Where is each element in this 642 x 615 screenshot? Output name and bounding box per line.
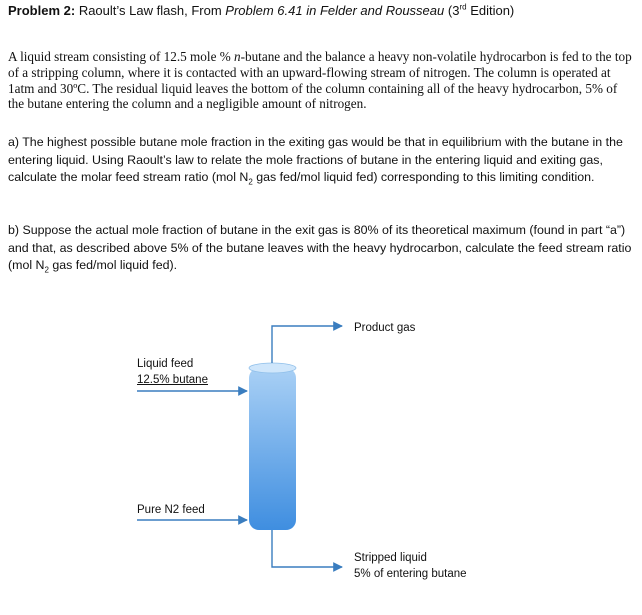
intro-text-1: A liquid stream consisting of 12.5 mole % bbox=[8, 49, 231, 64]
title-edition-open: (3 bbox=[447, 3, 460, 18]
part-a-text-1: a) The highest possible butane mole fraction in the exiting gas would be that in equilibrium with the butane in the entering liquid. Using Raoult’s law to relate the mole fractions of butane in the entering liquid and exiting gas, calculate the molar feed stream ratio (mol N bbox=[8, 135, 623, 185]
part-b-text-1: b) Suppose the actual mole fraction of butane in the exit gas is 80% of its theoretical maximum (found in part “a”) and that, as described above 5% of the butane leaves with the heavy hydrocarbon, calculate the feed stream ratio (mol N bbox=[8, 223, 632, 273]
problem-number: Problem 2: bbox=[8, 3, 76, 18]
product-gas-arrow bbox=[272, 326, 342, 363]
n2-feed-label: Pure N2 feed bbox=[137, 504, 205, 516]
title-source: Problem 6.41 in Felder and Rousseau bbox=[225, 3, 445, 18]
part-b-text-2: gas fed/mol liquid fed). bbox=[52, 258, 178, 273]
stripping-column bbox=[249, 363, 296, 530]
title-from: From bbox=[191, 3, 222, 18]
title-edition-close: Edition) bbox=[470, 3, 515, 18]
stripped-liquid-label bbox=[354, 550, 467, 582]
intro-text-2: -butane and the balance a heavy non-volatile hydrocarbon is fed to the top of a stripping column, where it is contacted with an upward-flowing stream of nitrogen. The column is operated at 1atm and 30ºC. The residual liquid leaves the bottom of the column containing all of the heavy hydrocarbon, 5% of the butane entering the column and a negligible amount of nitrogen. bbox=[8, 49, 632, 112]
stripped-line-2: 5% of entering butane bbox=[354, 568, 467, 580]
part-b-subscript: 2 bbox=[44, 265, 49, 275]
part-a-subscript: 2 bbox=[248, 177, 253, 187]
column-top-cap bbox=[249, 363, 296, 373]
part-a-text-2: gas fed/mol liquid fed) corresponding to this limiting condition. bbox=[256, 170, 595, 185]
liquid-feed-line-1: Liquid feed bbox=[137, 358, 194, 370]
liquid-feed-label bbox=[137, 356, 208, 388]
product-gas-label: Product gas bbox=[354, 322, 416, 334]
problem-topic: Raoult’s Law flash, bbox=[78, 3, 188, 18]
intro-text-italic-n: n bbox=[234, 49, 241, 64]
stripped-liquid-arrow bbox=[272, 530, 342, 567]
title-edition-sup: rd bbox=[459, 2, 467, 12]
column-body bbox=[249, 368, 296, 530]
liquid-feed-line-2: 12.5% butane bbox=[137, 374, 208, 386]
stripped-line-1: Stripped liquid bbox=[354, 552, 427, 564]
